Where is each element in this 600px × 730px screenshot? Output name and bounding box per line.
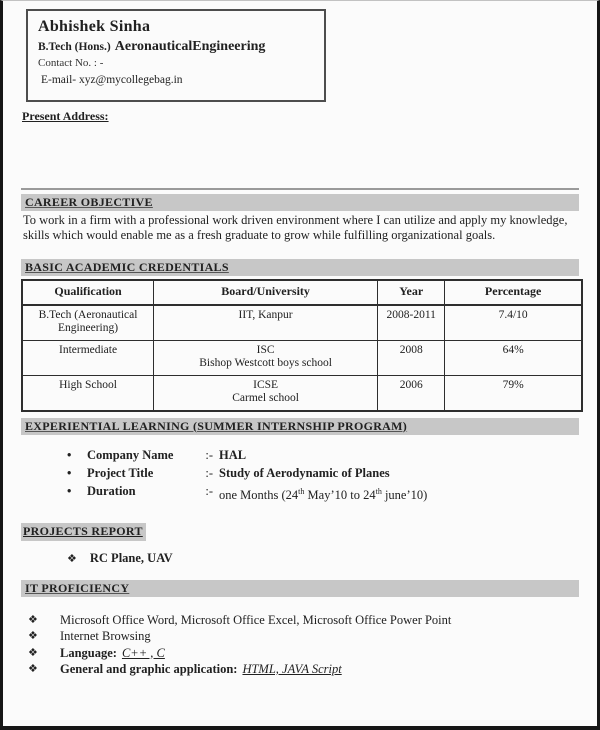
diamond-bullet-icon: ❖ — [28, 663, 38, 676]
column-header-year: Year — [378, 280, 445, 305]
table-row — [22, 340, 582, 375]
column-header-qualification: Qualification — [22, 280, 154, 305]
email-value: xyz@mycollegebag.in — [79, 74, 183, 86]
cell-board — [154, 375, 378, 411]
list-item — [26, 662, 579, 677]
experiential-item-value: Study of Aerodynamic of Planes — [219, 465, 390, 480]
duration-ordinal: th — [298, 486, 305, 496]
experiential-item-label: Project Title — [87, 465, 154, 480]
it-item-text: Microsoft Office Word, Microsoft Office Excel, Microsoft Office Power Point — [60, 612, 452, 627]
section-divider — [21, 188, 579, 190]
duration-part: june’10) — [381, 487, 428, 502]
experiential-item-separator: :- — [205, 483, 213, 498]
list-item — [26, 613, 579, 628]
board-line1: ICSE — [253, 378, 279, 391]
column-header-board: Board/University — [154, 280, 378, 305]
cell-percentage: 79% — [445, 375, 582, 411]
degree-line — [38, 37, 314, 56]
cell-year: 2006 — [378, 375, 445, 411]
contact-number-label: Contact No. : - — [38, 57, 104, 69]
present-address-label: Present Address: — [22, 109, 109, 123]
column-header-percentage: Percentage — [445, 280, 582, 305]
section-academic-credentials — [21, 259, 579, 276]
experiential-item-label: Duration — [87, 483, 136, 498]
cell-board — [154, 305, 378, 341]
duration-ordinal: th — [375, 486, 382, 496]
section-career-objective — [21, 194, 579, 211]
academic-credentials-title: BASIC ACADEMIC CREDENTIALS — [25, 260, 229, 274]
bullet-icon: • — [67, 447, 72, 462]
it-item-label: Language: — [60, 645, 117, 660]
section-experiential-learning — [21, 418, 579, 435]
cell-year: 2008-2011 — [378, 305, 445, 341]
experiential-item-label: Company Name — [87, 447, 174, 462]
experiential-list — [67, 448, 579, 503]
career-objective-title: CAREER OBJECTIVE — [25, 195, 153, 209]
degree-main: AeronauticalEngineering — [114, 39, 266, 54]
project-item-text: RC Plane, UAV — [89, 550, 173, 565]
academic-credentials-table — [21, 279, 583, 412]
board-line1: IIT, Kanpur — [238, 308, 293, 321]
list-item — [26, 646, 579, 661]
bullet-icon: • — [67, 483, 72, 498]
board-line2: Bishop Westcott boys school — [199, 357, 332, 369]
cell-qualification: Intermediate — [22, 340, 154, 375]
list-item — [67, 551, 579, 566]
table-header-row — [22, 280, 582, 305]
section-projects-report — [21, 506, 579, 541]
email-line — [38, 71, 314, 90]
experiential-item-value — [219, 484, 427, 503]
projects-report-title: PROJECTS REPORT — [21, 523, 146, 541]
experiential-item-value: HAL — [219, 447, 247, 462]
diamond-bullet-icon: ❖ — [67, 552, 77, 565]
cell-percentage: 64% — [445, 340, 582, 375]
it-proficiency-list — [26, 613, 579, 677]
email-label: E-mail- — [41, 74, 77, 86]
candidate-name: Abhishek Sinha — [38, 18, 151, 35]
it-item-label: General and graphic application: — [60, 662, 238, 677]
cell-year: 2008 — [378, 340, 445, 375]
diamond-bullet-icon: ❖ — [28, 613, 38, 626]
list-item — [67, 466, 579, 481]
diamond-bullet-icon: ❖ — [28, 630, 38, 643]
diamond-bullet-icon: ❖ — [28, 646, 38, 659]
board-line1: ISC — [256, 343, 275, 356]
cell-qualification: High School — [22, 375, 154, 411]
degree-prefix: B.Tech (Hons.) — [38, 41, 111, 53]
cell-board — [154, 340, 378, 375]
duration-part: one Months (24 — [219, 487, 299, 502]
it-item-value: HTML, JAVA Script — [242, 662, 342, 677]
resume-content — [3, 9, 597, 677]
experiential-item-separator: :- — [205, 447, 213, 462]
cell-qualification: B.Tech (Aeronautical Engineering) — [22, 305, 154, 341]
table-row — [22, 305, 582, 341]
cell-percentage: 7.4/10 — [445, 305, 582, 341]
board-line2: Carmel school — [232, 392, 299, 404]
experiential-item-separator: :- — [205, 465, 213, 480]
list-item — [26, 629, 579, 644]
it-item-text: Internet Browsing — [60, 629, 151, 644]
table-row — [22, 375, 582, 411]
section-it-proficiency — [21, 580, 579, 597]
experiential-learning-title: EXPERIENTIAL LEARNING (SUMMER INTERNSHIP PROGRAM) — [25, 418, 408, 433]
career-objective-body: To work in a firm with a professional work driven environment where I can utilize and apply my knowledge, skills which would enable me as a fresh graduate to grow while fulfilling organizational goals. — [23, 213, 568, 242]
bullet-icon: • — [67, 465, 72, 480]
it-item-value: C++ , C — [121, 645, 165, 660]
identity-box — [26, 9, 326, 102]
it-proficiency-title: IT PROFICIENCY — [25, 580, 130, 595]
list-item — [67, 484, 579, 503]
list-item — [67, 448, 579, 463]
duration-part: May’10 to 24 — [304, 487, 376, 502]
